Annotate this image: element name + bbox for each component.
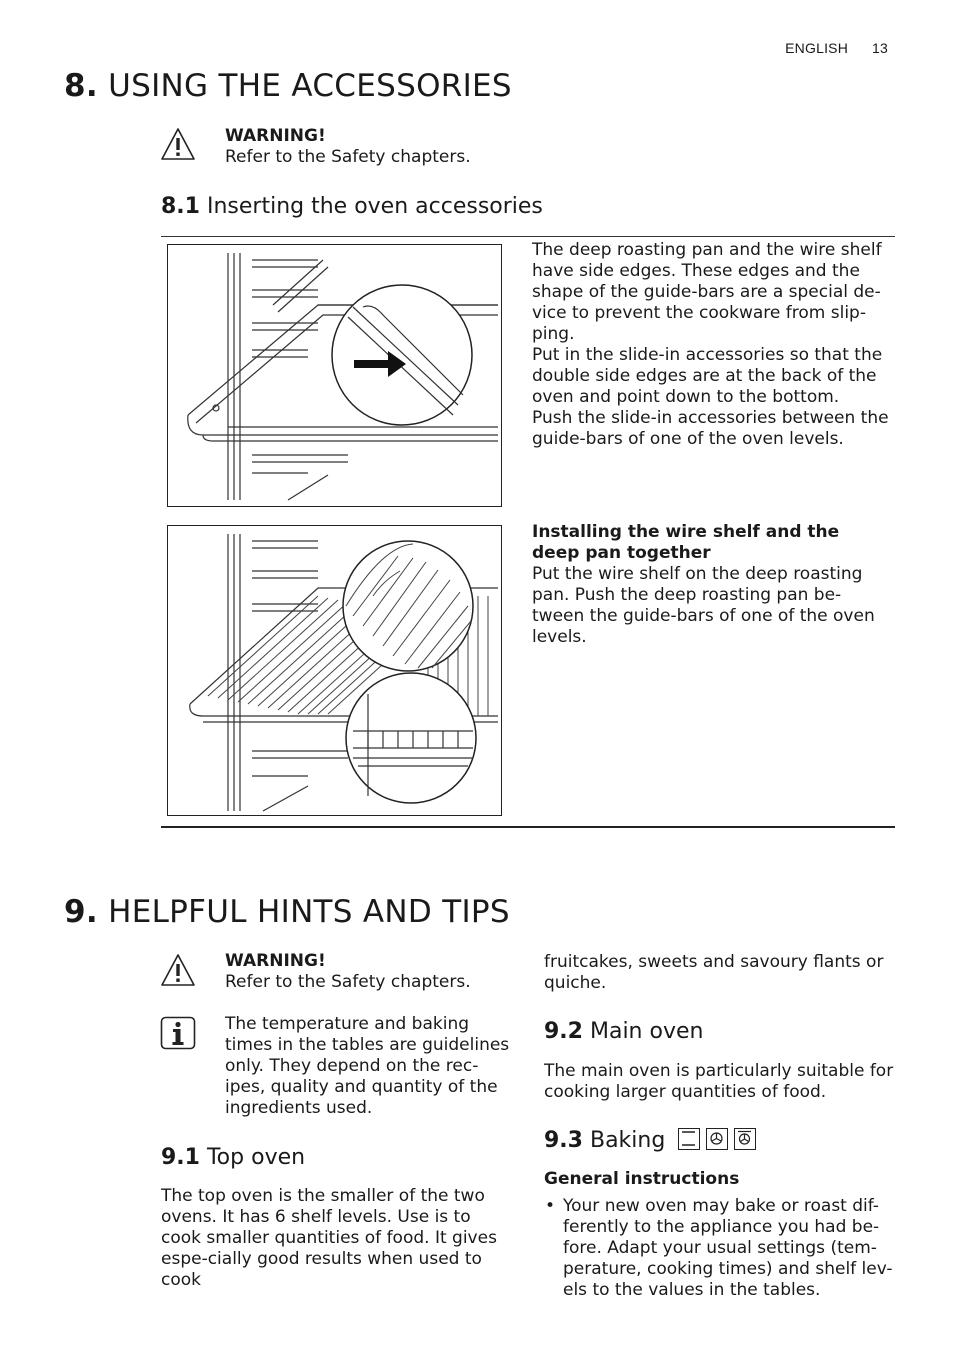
oven-pan-illustration — [168, 245, 501, 506]
subsection-9-2-heading: Main oven — [589, 1019, 704, 1044]
installing-text: Put the wire shelf on the deep roasting pan. Push the deep roasting pan be-tween the guide-bars of one of the oven levels. — [532, 564, 875, 647]
section-8-warning — [225, 126, 471, 168]
warning-text: Refer to the Safety chapters. — [225, 972, 471, 992]
section-9-warning — [225, 951, 471, 993]
table-bottom-rule — [161, 826, 895, 828]
subsection-9-1-heading: Top oven — [206, 1145, 306, 1170]
list-item: • Your new oven may bake or roast dif-ferently to the appliance you had be-fore. Adapt your usual settings (tem-perature, cooking times) and shelf lev-els to the values in the tables. — [544, 1196, 894, 1301]
subsection-8-1-title — [161, 194, 543, 219]
subsection-9-2-title — [544, 1019, 703, 1044]
subsection-9-1-title — [161, 1145, 305, 1170]
subsection-9-3-number: 9.3 — [544, 1128, 583, 1153]
installing-description — [532, 522, 892, 648]
inserting-description — [532, 240, 892, 450]
section-8-number: 8. — [64, 68, 98, 104]
info-icon — [160, 1016, 196, 1050]
warning-icon — [160, 953, 196, 987]
inserting-para-2: Put in the slide-in accessories so that the double side edges are at the back of the oven and point down to the bottom. — [532, 345, 883, 407]
top-oven-text-continued: fruitcakes, sweets and savoury flants or quiche. — [544, 952, 884, 993]
section-9-heading: HELPFUL HINTS AND TIPS — [108, 894, 510, 930]
subsection-9-2-number: 9.2 — [544, 1019, 583, 1044]
conventional-heat-icon — [678, 1128, 700, 1150]
subsection-8-1-heading: Inserting the oven accessories — [206, 194, 543, 219]
installing-heading: Installing the wire shelf and the deep pan together — [532, 522, 840, 563]
section-8-title — [64, 68, 512, 104]
main-oven-text: The main oven is particularly suitable for cooking larger quantities of food. — [544, 1061, 894, 1102]
subsection-9-1-number: 9.1 — [161, 1145, 200, 1170]
fan-heat-icon — [706, 1128, 728, 1150]
warning-text: Refer to the Safety chapters. — [225, 147, 471, 167]
fan-with-ring-heat-icon — [734, 1128, 756, 1150]
section-9-title — [64, 894, 510, 930]
top-oven-text: The top oven is the smaller of the two ovens. It has 6 shelf levels. Use is to cook smaller quantities of food. It gives espe-cially good results when used to cook — [161, 1186, 497, 1290]
subsection-9-3-title — [544, 1128, 756, 1153]
subsection-9-3-heading: Baking — [589, 1128, 666, 1153]
language-label: ENGLISH — [785, 40, 849, 56]
section-8-heading: USING THE ACCESSORIES — [108, 68, 512, 104]
subsection-8-1-number: 8.1 — [161, 194, 200, 219]
warning-label: WARNING! — [225, 951, 326, 971]
wire-shelf-illustration — [168, 526, 501, 815]
section-9-number: 9. — [64, 894, 98, 930]
inserting-para-1: The deep roasting pan and the wire shelf have side edges. These edges and the shape of the guide-bars are a special de-vice to prevent the cookware from slip-ping. — [532, 240, 882, 344]
figure-inserting-pan — [167, 244, 502, 507]
inserting-para-3: Push the slide-in accessories between the guide-bars of one of the oven levels. — [532, 408, 889, 449]
table-top-rule — [161, 236, 895, 237]
warning-label: WARNING! — [225, 126, 326, 146]
figure-wire-shelf-and-pan — [167, 525, 502, 816]
page-header — [785, 40, 888, 56]
general-instructions-heading: General instructions — [544, 1169, 740, 1189]
page-number: 13 — [872, 40, 888, 56]
warning-icon — [160, 127, 196, 161]
section-9-info-text: The temperature and baking times in the tables are guidelines only. They depend on the rec-ipes, quality and quantity of the ingredients used. — [225, 1014, 510, 1118]
baking-instructions-list — [544, 1196, 894, 1301]
